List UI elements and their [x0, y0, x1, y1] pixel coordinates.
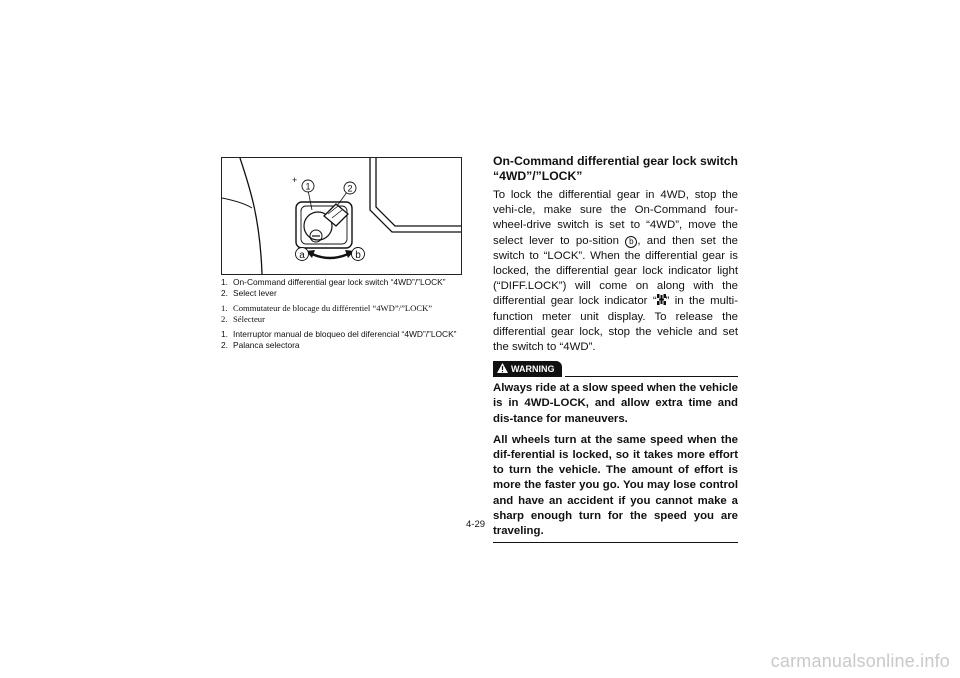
caption-line: 1. Interruptor manual de bloqueo del diferencial “4WD”/”LOCK”	[221, 329, 457, 339]
warning-bottom-divider	[493, 542, 738, 543]
caption-line: 1. On-Command differential gear lock switch “4WD”/”LOCK”	[221, 277, 446, 287]
warning-label: WARNING	[511, 364, 555, 375]
switch-diagram	[222, 158, 461, 274]
label-a: a	[299, 250, 305, 261]
caption-english	[221, 277, 481, 299]
figure-captions	[221, 277, 481, 355]
switch-illustration	[221, 157, 462, 275]
callout-2: 2	[347, 183, 353, 194]
warning-header	[493, 361, 738, 377]
caption-line: 2. Sélecteur	[221, 314, 265, 324]
plus-mark: +	[292, 175, 298, 185]
warning-paragraph-2: All wheels turn at the same speed when the dif-ferential is locked, so it takes more effort to turn the vehicle. The amount of effort is more the faster you go. You may lose control and have an accident if you cannot make a sharp enough turn for the speed you are traveling.	[493, 433, 738, 538]
warning-paragraph-1: Always ride at a slow speed when the vehicle is in 4WD-LOCK, and allow extra time and dis-tance for maneuvers.	[493, 382, 738, 425]
instruction-column	[493, 154, 738, 543]
page-number: 4-29	[466, 519, 486, 530]
watermark: carmanualsonline.info	[770, 651, 950, 671]
caption-french	[221, 303, 481, 325]
caption-line: 2. Select lever	[221, 288, 277, 298]
caption-line: 2. Palanca selectora	[221, 340, 300, 350]
label-b: b	[355, 250, 361, 261]
warning-divider	[565, 376, 739, 377]
section-heading: On-Command differential gear lock switch “4WD”/”LOCK”	[493, 154, 738, 183]
diff-lock-indicator-icon	[657, 294, 666, 305]
position-b-marker: b	[625, 236, 637, 248]
caption-spanish	[221, 329, 481, 351]
warning-triangle-icon	[497, 363, 508, 376]
section-body: To lock the differential gear in 4WD, stop the vehi-cle, make sure the On-Command four-wheel-drive switch is set to “4WD”, move the select lever to po-sition b , and then set the switch to “LOCK”. When the differential gear is locked, the differential gear lock indicator light (“DIFF.LOCK”) will come on along with the differential gear lock indicator “ ” in the multi-function meter unit display. To release the differential gear lock, stop the vehicle and set the switch to “4WD”.	[493, 189, 738, 354]
callout-1: 1	[305, 181, 311, 192]
caption-line: 1. Commutateur de blocage du différentiel “4WD”/”LOCK”	[221, 303, 433, 313]
warning-badge	[493, 361, 562, 377]
